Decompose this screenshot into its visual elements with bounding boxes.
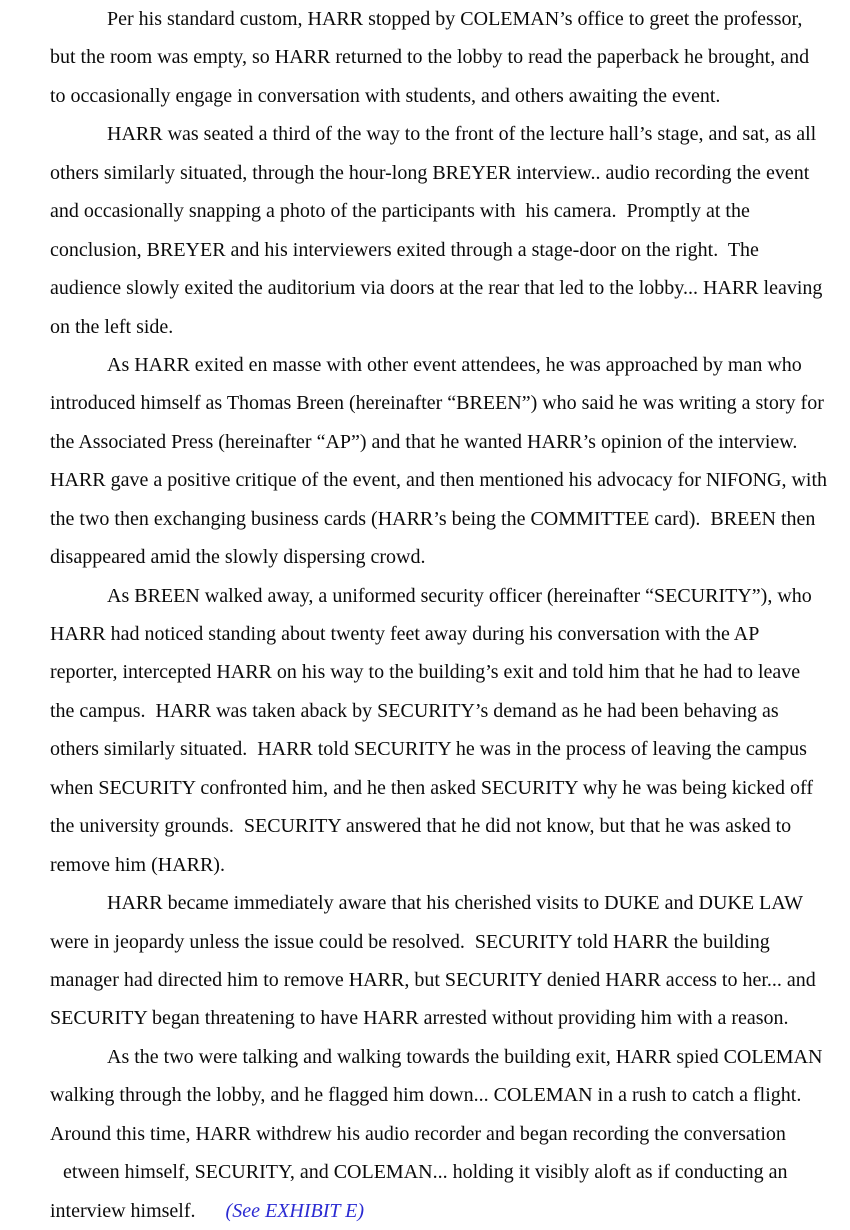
text-line	[50, 154, 850, 192]
text-line	[50, 346, 850, 384]
text-line	[50, 38, 850, 76]
text-line	[50, 77, 850, 115]
text-line-content: manager had directed him to remove HARR, but SECURITY denied HARR access to her... and	[50, 968, 816, 991]
text-line-content: introduced himself as Thomas Breen (hereinafter “BREEN”) who said he was writing a story for	[50, 392, 824, 415]
document-text-body	[50, 0, 850, 1230]
text-line	[50, 807, 850, 845]
text-line	[50, 846, 850, 884]
text-line-content: SECURITY began threatening to have HARR arrested without providing him with a reason.	[50, 1007, 789, 1030]
text-line	[50, 769, 850, 807]
text-line-content: As the two were talking and walking towards the building exit, HARR spied COLEMAN	[107, 1045, 823, 1068]
text-line	[50, 1038, 850, 1076]
text-line-content: interview himself.	[50, 1199, 196, 1222]
text-line-content: etween himself, SECURITY, and COLEMAN... holding it visibly aloft as if conducting an	[63, 1161, 788, 1184]
text-line	[50, 192, 850, 230]
text-line-content: HARR had noticed standing about twenty feet away during his conversation with the AP	[50, 623, 760, 645]
text-line-content: to occasionally engage in conversation with students, and others awaiting the event.	[50, 84, 721, 107]
text-line-content: As BREEN walked away, a uniformed security officer (hereinafter “SECURITY”), who	[107, 584, 812, 607]
text-line	[50, 1115, 850, 1153]
text-line	[50, 653, 850, 691]
text-line-content: reporter, intercepted HARR on his way to the building’s exit and told him that he had to leave	[50, 661, 801, 684]
text-line	[50, 231, 850, 269]
text-line-content: the campus. HARR was taken aback by SECURITY’s demand as he had been behaving as	[50, 699, 779, 722]
text-line	[50, 384, 850, 422]
text-line	[50, 461, 850, 499]
text-line	[50, 692, 850, 730]
text-line-content: but the room was empty, so HARR returned to the lobby to read the paperback he brought, and	[50, 46, 810, 69]
exhibit-reference-link[interactable]: (See EXHIBIT E)	[225, 1199, 364, 1222]
text-line-content: HARR gave a positive critique of the event, and then mentioned his advocacy for NIFONG, with	[50, 469, 828, 492]
text-line	[50, 1153, 850, 1191]
text-line-content: walking through the lobby, and he flagged him down... COLEMAN in a rush to catch a flight.	[50, 1084, 802, 1107]
text-line	[50, 1076, 850, 1114]
text-line-content: the Associated Press (hereinafter “AP”) and that he wanted HARR’s opinion of the interview.	[50, 430, 798, 453]
text-line	[50, 269, 850, 307]
text-line	[50, 308, 850, 346]
text-line	[50, 538, 850, 576]
text-line-content: Around this time, HARR withdrew his audio recorder and began recording the conversation	[50, 1122, 786, 1145]
text-line	[50, 884, 850, 922]
text-line-content: on the left side.	[50, 315, 174, 338]
text-line-content: audience slowly exited the auditorium via doors at the rear that led to the lobby... HARR leaving	[50, 277, 823, 300]
text-line-content: the two then exchanging business cards (HARR’s being the COMMITTEE card). BREEN then	[50, 507, 816, 530]
text-line	[50, 577, 850, 615]
text-line	[50, 0, 850, 38]
text-line	[50, 999, 850, 1037]
text-line	[50, 500, 850, 538]
text-line-content: disappeared amid the slowly dispersing crowd.	[50, 546, 426, 569]
text-line-content: HARR was seated a third of the way to the front of the lecture hall’s stage, and sat, as all	[107, 123, 817, 146]
text-line-content: others similarly situated. HARR told SECURITY he was in the process of leaving the campus	[50, 738, 807, 761]
text-line-content: others similarly situated, through the hour-long BREYER interview.. audio recording the event	[50, 161, 810, 184]
text-line-content: Per his standard custom, HARR stopped by COLEMAN’s office to greet the professor,	[107, 8, 803, 30]
text-line-content: conclusion, BREYER and his interviewers exited through a stage-door on the right. The	[50, 238, 759, 261]
text-line	[50, 1192, 850, 1230]
text-line-content: when SECURITY confronted him, and he then asked SECURITY why he was being kicked off	[50, 776, 813, 799]
text-line	[50, 615, 850, 653]
text-line-content: remove him (HARR).	[50, 853, 225, 876]
text-line-content: HARR became immediately aware that his cherished visits to DUKE and DUKE LAW	[107, 892, 803, 915]
text-line-content: As HARR exited en masse with other event attendees, he was approached by man who	[107, 353, 802, 376]
text-line	[50, 923, 850, 961]
text-line-content: the university grounds. SECURITY answered that he did not know, but that he was asked to	[50, 815, 792, 838]
text-line	[50, 423, 850, 461]
text-line-content: were in jeopardy unless the issue could be resolved. SECURITY told HARR the building	[50, 930, 770, 953]
text-line	[50, 730, 850, 768]
text-line-content: and occasionally snapping a photo of the participants with his camera. Promptly at the	[50, 200, 750, 223]
text-line	[50, 961, 850, 999]
text-line	[50, 115, 850, 153]
